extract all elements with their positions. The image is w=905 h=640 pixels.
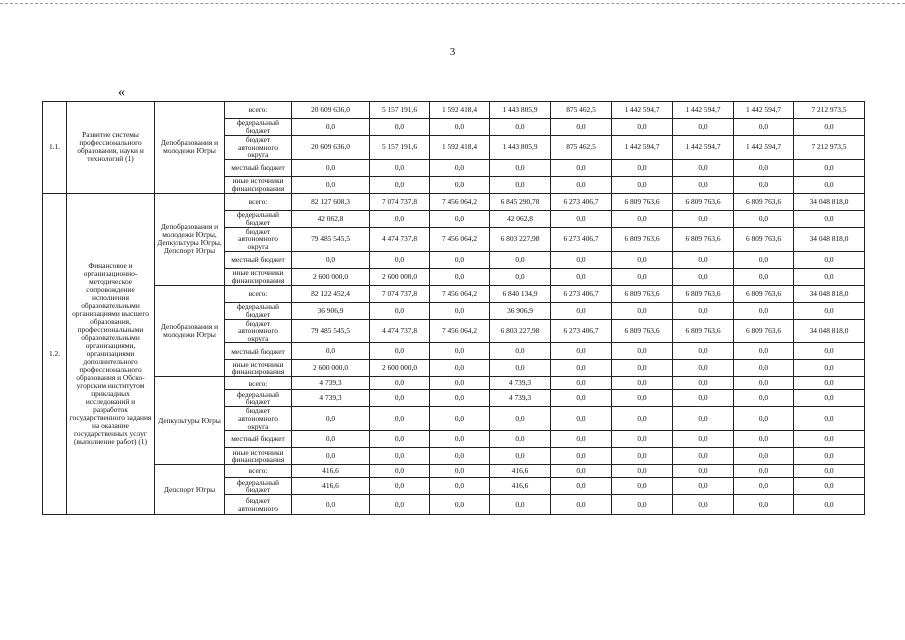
amount-cell: 0,0 (794, 251, 865, 268)
funding-source: всего: (225, 193, 292, 210)
amount-cell: 0,0 (370, 390, 430, 407)
amount-cell: 0,0 (551, 251, 612, 268)
amount-cell: 0,0 (794, 302, 865, 319)
amount-cell: 0,0 (551, 495, 612, 515)
amount-cell: 0,0 (673, 407, 734, 431)
funding-source: всего: (225, 465, 292, 478)
amount-cell: 6 809 763,6 (734, 285, 794, 302)
amount-cell: 0,0 (551, 343, 612, 360)
amount-cell: 7 074 737,8 (370, 193, 430, 210)
funding-source: местный бюджет (225, 343, 292, 360)
executor-name: Депобразования и молодежи Югры (155, 285, 225, 377)
amount-cell: 0,0 (292, 431, 370, 448)
top-scan-line (0, 3, 905, 5)
amount-cell: 0,0 (490, 268, 551, 285)
amount-cell: 0,0 (370, 343, 430, 360)
amount-cell: 5 157 191,6 (370, 136, 430, 160)
amount-cell: 0,0 (612, 119, 673, 136)
amount-cell: 0,0 (430, 159, 490, 176)
amount-cell: 875 462,5 (551, 136, 612, 160)
amount-cell: 0,0 (430, 465, 490, 478)
funding-source: местный бюджет (225, 159, 292, 176)
amount-cell: 0,0 (370, 119, 430, 136)
table-row (43, 102, 865, 119)
amount-cell: 4 474 737,8 (370, 227, 430, 251)
amount-cell: 0,0 (612, 159, 673, 176)
executor-name: Депобразования и молодежи Югры (155, 102, 225, 194)
opening-quote: « (118, 85, 125, 100)
funding-source: бюджет автономного округа (225, 136, 292, 160)
amount-cell: 0,0 (673, 343, 734, 360)
amount-cell: 416,6 (292, 465, 370, 478)
amount-cell: 0,0 (430, 268, 490, 285)
amount-cell: 4 739,3 (292, 377, 370, 390)
funding-source: иные источники финансирования (225, 448, 292, 465)
amount-cell: 0,0 (673, 119, 734, 136)
amount-cell: 0,0 (612, 431, 673, 448)
amount-cell: 1 442 594,7 (673, 136, 734, 160)
amount-cell: 416,6 (490, 465, 551, 478)
amount-cell: 0,0 (430, 302, 490, 319)
amount-cell: 0,0 (612, 210, 673, 227)
funding-source: федеральный бюджет (225, 390, 292, 407)
amount-cell: 0,0 (551, 431, 612, 448)
amount-cell: 82 122 452,4 (292, 285, 370, 302)
amount-cell: 0,0 (551, 159, 612, 176)
amount-cell: 0,0 (430, 210, 490, 227)
amount-cell: 42 062,8 (490, 210, 551, 227)
amount-cell: 0,0 (551, 119, 612, 136)
amount-cell: 0,0 (734, 302, 794, 319)
amount-cell: 0,0 (794, 119, 865, 136)
amount-cell: 0,0 (370, 251, 430, 268)
amount-cell: 0,0 (734, 251, 794, 268)
amount-cell: 0,0 (551, 268, 612, 285)
amount-cell: 1 442 594,7 (734, 102, 794, 119)
amount-cell: 0,0 (551, 302, 612, 319)
amount-cell: 79 485 545,5 (292, 227, 370, 251)
amount-cell: 0,0 (370, 302, 430, 319)
amount-cell: 0,0 (430, 390, 490, 407)
amount-cell: 0,0 (734, 478, 794, 495)
table-row (43, 193, 865, 210)
amount-cell: 0,0 (490, 119, 551, 136)
amount-cell: 7 456 064,2 (430, 193, 490, 210)
amount-cell: 6 809 763,6 (612, 319, 673, 343)
amount-cell: 4 474 737,8 (370, 319, 430, 343)
amount-cell: 0,0 (490, 431, 551, 448)
amount-cell: 0,0 (734, 343, 794, 360)
amount-cell: 0,0 (370, 159, 430, 176)
amount-cell: 0,0 (551, 478, 612, 495)
amount-cell: 0,0 (490, 360, 551, 377)
amount-cell: 5 157 191,6 (370, 102, 430, 119)
amount-cell: 1 442 594,7 (612, 136, 673, 160)
amount-cell: 6 809 763,6 (612, 227, 673, 251)
amount-cell: 36 906,9 (292, 302, 370, 319)
amount-cell: 0,0 (370, 495, 430, 515)
amount-cell: 0,0 (673, 251, 734, 268)
amount-cell: 6 809 763,6 (734, 193, 794, 210)
amount-cell: 0,0 (612, 302, 673, 319)
amount-cell: 0,0 (794, 495, 865, 515)
amount-cell: 20 609 636,0 (292, 102, 370, 119)
amount-cell: 0,0 (292, 448, 370, 465)
funding-source: местный бюджет (225, 431, 292, 448)
amount-cell: 6 809 763,6 (734, 227, 794, 251)
amount-cell: 34 048 818,0 (794, 227, 865, 251)
amount-cell: 0,0 (430, 431, 490, 448)
amount-cell: 0,0 (673, 495, 734, 515)
amount-cell: 0,0 (551, 407, 612, 431)
amount-cell: 1 443 805,9 (490, 102, 551, 119)
amount-cell: 0,0 (612, 377, 673, 390)
amount-cell: 416,6 (292, 478, 370, 495)
amount-cell: 0,0 (794, 465, 865, 478)
amount-cell: 0,0 (370, 448, 430, 465)
funding-source: бюджет автономного округа (225, 319, 292, 343)
amount-cell: 0,0 (612, 268, 673, 285)
amount-cell: 0,0 (673, 176, 734, 193)
amount-cell: 0,0 (734, 390, 794, 407)
amount-cell: 0,0 (292, 159, 370, 176)
amount-cell: 82 127 608,3 (292, 193, 370, 210)
amount-cell: 0,0 (430, 377, 490, 390)
amount-cell: 1 443 805,9 (490, 136, 551, 160)
amount-cell: 0,0 (292, 119, 370, 136)
funding-source: федеральный бюджет (225, 210, 292, 227)
amount-cell: 4 739,3 (490, 390, 551, 407)
amount-cell: 6 809 763,6 (612, 285, 673, 302)
amount-cell: 0,0 (430, 495, 490, 515)
amount-cell: 0,0 (734, 176, 794, 193)
amount-cell: 6 809 763,6 (673, 285, 734, 302)
amount-cell: 34 048 818,0 (794, 193, 865, 210)
funding-source: иные источники финансирования (225, 360, 292, 377)
amount-cell: 7 074 737,8 (370, 285, 430, 302)
amount-cell: 0,0 (490, 176, 551, 193)
executor-name: Депобразования и молодежи Югры, Депкультуры Югры, Депспорт Югры (155, 193, 225, 285)
amount-cell: 2 600 000,0 (292, 360, 370, 377)
amount-cell: 0,0 (370, 407, 430, 431)
amount-cell: 0,0 (370, 478, 430, 495)
funding-source: бюджет автономного округа (225, 227, 292, 251)
funding-source: бюджет автономного (225, 495, 292, 515)
amount-cell: 0,0 (370, 465, 430, 478)
amount-cell: 0,0 (612, 176, 673, 193)
amount-cell: 0,0 (794, 343, 865, 360)
amount-cell: 0,0 (430, 251, 490, 268)
amount-cell: 0,0 (794, 390, 865, 407)
amount-cell: 0,0 (490, 407, 551, 431)
amount-cell: 7 456 064,2 (430, 319, 490, 343)
amount-cell: 6 809 763,6 (612, 193, 673, 210)
amount-cell: 42 062,8 (292, 210, 370, 227)
amount-cell: 34 048 818,0 (794, 285, 865, 302)
amount-cell: 4 739,3 (292, 390, 370, 407)
amount-cell: 0,0 (794, 268, 865, 285)
amount-cell: 0,0 (794, 159, 865, 176)
funding-source: федеральный бюджет (225, 119, 292, 136)
funding-source: иные источники финансирования (225, 176, 292, 193)
amount-cell: 6 273 406,7 (551, 193, 612, 210)
page-number: 3 (449, 46, 456, 58)
amount-cell: 6 273 406,7 (551, 285, 612, 302)
amount-cell: 0,0 (551, 377, 612, 390)
table-row (43, 465, 865, 478)
amount-cell: 2 600 000,0 (370, 268, 430, 285)
funding-source: всего: (225, 377, 292, 390)
funding-source: федеральный бюджет (225, 302, 292, 319)
amount-cell: 0,0 (430, 176, 490, 193)
amount-cell: 6 803 227,98 (490, 227, 551, 251)
amount-cell: 0,0 (734, 465, 794, 478)
amount-cell: 7 456 064,2 (430, 227, 490, 251)
amount-cell: 0,0 (292, 251, 370, 268)
measure-name: Финансовое и организационно-методическое сопровождение исполнения образовательными организациями высшего образования, профессиональными образовательными организациями, организациями дополнительного профессионального образования и Обско-угорским институтом прикладных исследований и разработок государственного задания на оказание государственных услуг (выполнение работ) (1) (67, 193, 155, 514)
amount-cell: 1 442 594,7 (734, 136, 794, 160)
executor-name: Депспорт Югры (155, 465, 225, 515)
row-number: 1.1. (43, 102, 67, 194)
amount-cell: 0,0 (490, 343, 551, 360)
amount-cell: 0,0 (673, 268, 734, 285)
amount-cell: 0,0 (612, 478, 673, 495)
funding-source: иные источники финансирования (225, 268, 292, 285)
amount-cell: 36 906,9 (490, 302, 551, 319)
table-row (43, 377, 865, 390)
row-number: 1.2. (43, 193, 67, 514)
amount-cell: 0,0 (612, 495, 673, 515)
amount-cell: 7 212 973,5 (794, 136, 865, 160)
amount-cell: 20 609 636,0 (292, 136, 370, 160)
amount-cell: 0,0 (370, 210, 430, 227)
amount-cell: 0,0 (794, 431, 865, 448)
amount-cell: 0,0 (551, 465, 612, 478)
amount-cell: 0,0 (612, 390, 673, 407)
amount-cell: 2 600 000,0 (292, 268, 370, 285)
amount-cell: 0,0 (551, 360, 612, 377)
amount-cell: 0,0 (794, 407, 865, 431)
amount-cell: 0,0 (794, 377, 865, 390)
amount-cell: 0,0 (612, 407, 673, 431)
amount-cell: 6 809 763,6 (673, 319, 734, 343)
amount-cell: 0,0 (673, 360, 734, 377)
amount-cell: 1 592 418,4 (430, 136, 490, 160)
amount-cell: 0,0 (734, 407, 794, 431)
amount-cell: 0,0 (673, 390, 734, 407)
amount-cell: 0,0 (490, 448, 551, 465)
amount-cell: 0,0 (430, 448, 490, 465)
amount-cell: 0,0 (734, 431, 794, 448)
amount-cell: 0,0 (551, 210, 612, 227)
amount-cell: 0,0 (292, 176, 370, 193)
amount-cell: 0,0 (430, 407, 490, 431)
amount-cell: 0,0 (612, 251, 673, 268)
amount-cell: 0,0 (734, 268, 794, 285)
amount-cell: 0,0 (430, 343, 490, 360)
amount-cell: 6 273 406,7 (551, 227, 612, 251)
amount-cell: 0,0 (612, 465, 673, 478)
amount-cell: 0,0 (673, 431, 734, 448)
amount-cell: 34 048 818,0 (794, 319, 865, 343)
amount-cell: 0,0 (490, 159, 551, 176)
amount-cell: 6 845 290,78 (490, 193, 551, 210)
amount-cell: 0,0 (794, 448, 865, 465)
amount-cell: 6 273 406,7 (551, 319, 612, 343)
amount-cell: 0,0 (673, 448, 734, 465)
amount-cell: 0,0 (734, 495, 794, 515)
amount-cell: 1 442 594,7 (673, 102, 734, 119)
amount-cell: 0,0 (734, 210, 794, 227)
amount-cell: 6 809 763,6 (734, 319, 794, 343)
executor-name: Депкультуры Югры (155, 377, 225, 465)
amount-cell: 0,0 (430, 478, 490, 495)
amount-cell: 0,0 (292, 343, 370, 360)
amount-cell: 875 462,5 (551, 102, 612, 119)
amount-cell: 0,0 (673, 377, 734, 390)
amount-cell: 6 809 763,6 (673, 227, 734, 251)
budget-table (42, 101, 865, 515)
amount-cell: 0,0 (370, 176, 430, 193)
amount-cell: 0,0 (370, 377, 430, 390)
amount-cell: 0,0 (673, 210, 734, 227)
amount-cell: 0,0 (430, 119, 490, 136)
amount-cell: 4 739,3 (490, 377, 551, 390)
amount-cell: 0,0 (673, 302, 734, 319)
amount-cell: 0,0 (673, 159, 734, 176)
amount-cell: 0,0 (430, 360, 490, 377)
amount-cell: 2 600 000,0 (370, 360, 430, 377)
amount-cell: 0,0 (551, 176, 612, 193)
amount-cell: 0,0 (551, 390, 612, 407)
amount-cell: 0,0 (673, 465, 734, 478)
funding-source: местный бюджет (225, 251, 292, 268)
funding-source: федеральный бюджет (225, 478, 292, 495)
funding-source: бюджет автономного округа (225, 407, 292, 431)
amount-cell: 7 456 064,2 (430, 285, 490, 302)
funding-source: всего: (225, 285, 292, 302)
amount-cell: 0,0 (612, 448, 673, 465)
amount-cell: 0,0 (673, 478, 734, 495)
amount-cell: 79 485 545,5 (292, 319, 370, 343)
amount-cell: 0,0 (734, 448, 794, 465)
amount-cell: 0,0 (612, 360, 673, 377)
amount-cell: 0,0 (734, 119, 794, 136)
amount-cell: 0,0 (794, 478, 865, 495)
amount-cell: 6 809 763,6 (673, 193, 734, 210)
amount-cell: 0,0 (292, 407, 370, 431)
amount-cell: 6 840 134,9 (490, 285, 551, 302)
amount-cell: 0,0 (734, 377, 794, 390)
amount-cell: 0,0 (734, 159, 794, 176)
amount-cell: 6 803 227,98 (490, 319, 551, 343)
amount-cell: 0,0 (551, 448, 612, 465)
amount-cell: 416,6 (490, 478, 551, 495)
amount-cell: 0,0 (370, 431, 430, 448)
amount-cell: 1 592 418,4 (430, 102, 490, 119)
amount-cell: 0,0 (794, 210, 865, 227)
measure-name: Развитие системы профессионального образования, науки и технологий (1) (67, 102, 155, 194)
amount-cell: 0,0 (734, 360, 794, 377)
amount-cell: 0,0 (794, 176, 865, 193)
amount-cell: 0,0 (490, 251, 551, 268)
amount-cell: 0,0 (490, 495, 551, 515)
amount-cell: 7 212 973,5 (794, 102, 865, 119)
amount-cell: 0,0 (794, 360, 865, 377)
funding-source: всего: (225, 102, 292, 119)
amount-cell: 1 442 594,7 (612, 102, 673, 119)
table-row (43, 285, 865, 302)
amount-cell: 0,0 (612, 343, 673, 360)
amount-cell: 0,0 (292, 495, 370, 515)
